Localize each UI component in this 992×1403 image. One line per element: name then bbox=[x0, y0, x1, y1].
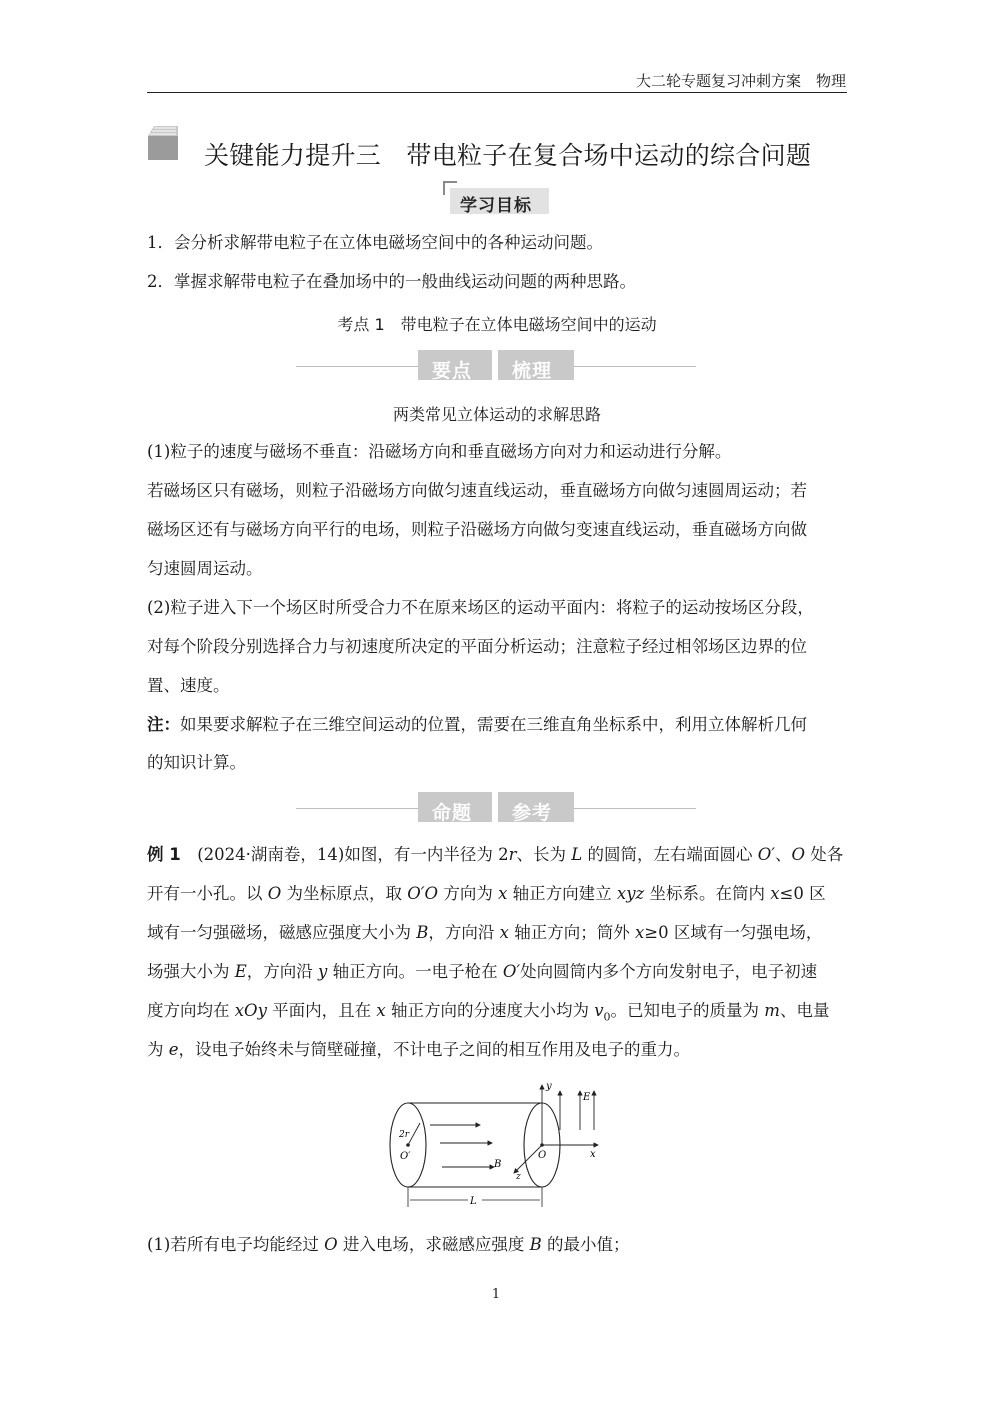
example-label: 例 1 bbox=[147, 845, 181, 864]
figure-label-Oprime: O′ bbox=[400, 1151, 411, 1162]
banner-word: 参考 bbox=[512, 802, 553, 824]
example-line: 场强大小为 E，方向沿 y 轴正方向。一电子枪在 O′处向圆筒内多个方向发射电子，电子初速 bbox=[147, 962, 818, 981]
figure-label-L: L bbox=[470, 1196, 477, 1207]
header-subject: 物理 bbox=[815, 72, 846, 90]
paragraph-line: 匀速圆周运动。 bbox=[147, 559, 263, 578]
banner-word: 要点 bbox=[432, 360, 473, 382]
paragraph-line: 对每个阶段分别选择合力与初速度所决定的平面分析运动；注意粒子经过相邻场区边界的位 bbox=[147, 637, 807, 656]
goal-item: 1．会分析求解带电粒子在立体电磁场空间中的各种运动问题。 bbox=[147, 233, 603, 252]
figure-label-x: x bbox=[590, 1149, 596, 1160]
page-number: 1 bbox=[491, 1287, 501, 1302]
page-title: 关键能力提升三 带电粒子在复合场中运动的综合问题 bbox=[204, 141, 812, 170]
key-points-banner bbox=[296, 348, 696, 384]
example-line: 例 1 (2024·湖南卷，14)如图，有一内半径为 2r、长为 L 的圆筒，左右端面圆心 O′、O 处各 bbox=[147, 845, 844, 864]
figure-label-E: E bbox=[583, 1092, 591, 1103]
example-line: 域有一匀强磁场，磁感应强度大小为 B，方向沿 x 轴正方向；筒外 x≥0 区域有一匀强电场， bbox=[147, 923, 823, 942]
header-rule bbox=[147, 92, 847, 93]
learning-goals-label: 学习目标 bbox=[460, 196, 532, 216]
banner-word: 梳理 bbox=[512, 360, 553, 382]
example-line: 开有一小孔。以 O 为坐标原点，取 O′O 方向为 x 轴正方向建立 xyz 坐标系。在筒内 x≤0 区 bbox=[147, 884, 826, 903]
note-text: 如果要求解粒子在三维空间运动的位置，需要在三维直角坐标系中，利用立体解析几何 bbox=[180, 715, 807, 734]
note-line bbox=[147, 706, 807, 744]
cylinder-field-figure bbox=[380, 1075, 620, 1215]
header-title: 大二轮专题复习冲刺方案 bbox=[635, 72, 801, 90]
paragraph-line: 磁场区还有与磁场方向平行的电场，则粒子沿磁场方向做匀变速直线运动，垂直磁场方向做 bbox=[147, 520, 807, 539]
goal-item: 2．掌握求解带电粒子在叠加场中的一般曲线运动问题的两种思路。 bbox=[147, 272, 636, 291]
book-icon bbox=[146, 124, 180, 162]
note-line: 的知识计算。 bbox=[147, 753, 246, 772]
question-line: (1)若所有电子均能经过 O 进入电场，求磁感应强度 B 的最小值； bbox=[147, 1235, 630, 1254]
paragraph-line: (2)粒子进入下一个场区时所受合力不在原来场区的运动平面内：将粒子的运动按场区分段， bbox=[147, 598, 814, 617]
figure-label-O: O bbox=[538, 1150, 547, 1161]
figure-label-z: z bbox=[516, 1172, 521, 1182]
learning-goals-tag bbox=[443, 181, 549, 215]
figure-label-2r: 2r bbox=[399, 1130, 410, 1140]
banner-word: 命题 bbox=[432, 802, 473, 824]
section-heading: 考点 1 带电粒子在立体电磁场空间中的运动 bbox=[337, 315, 657, 334]
figure-label-B: B bbox=[494, 1159, 502, 1170]
paragraph-line: 若磁场区只有磁场，则粒子沿磁场方向做匀速直线运动，垂直磁场方向做匀速圆周运动；若 bbox=[147, 481, 807, 500]
figure-label-y: y bbox=[546, 1081, 552, 1092]
example-line: 度方向均在 xOy 平面内，且在 x 轴正方向的分速度大小均为 $v_0$。已知电子的质量为 m、电量 bbox=[147, 1001, 830, 1024]
example-line: 为 e，设电子始终未与筒壁碰撞，不计电子之间的相互作用及电子的重力。 bbox=[147, 1040, 691, 1059]
paragraph-line: 置、速度。 bbox=[147, 676, 230, 695]
reference-banner bbox=[296, 790, 696, 826]
paragraph-line: (1)粒子的速度与磁场不垂直：沿磁场方向和垂直磁场方向对力和运动进行分解。 bbox=[147, 442, 732, 461]
subsection-title: 两类常见立体运动的求解思路 bbox=[392, 405, 601, 424]
note-label: 注： bbox=[147, 715, 180, 734]
header bbox=[636, 70, 846, 91]
